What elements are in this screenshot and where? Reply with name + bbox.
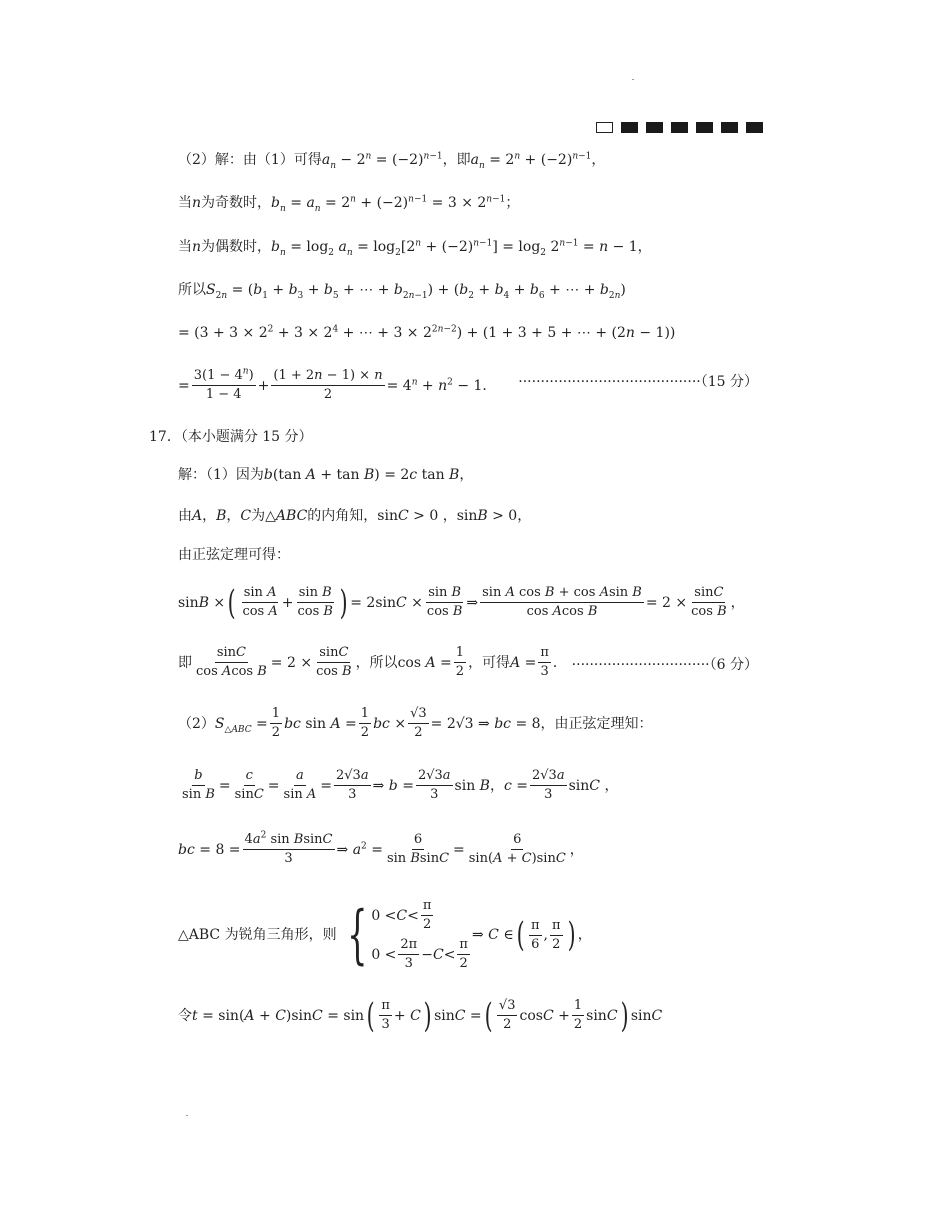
solution-line-6: = $\frac{3(1 - 4^n)}{1 - 4}$ + $\frac{(1 + 2n - 1) \times n}{2}$ = $4^n + n^2 - 1$． ·········································（15 分） xyxy=(178,366,758,402)
header-block-empty xyxy=(596,122,613,133)
document-page: （2）解：由（1）可得 $a_n - 2^n = (-2)^{n-1}$ ，即 $a_n = 2^n + (-2)^{n-1}$， 当 n 为奇数时， $b_n = a_n = 2^n + (-2)^{n-1} = 3 \times 2^{n-1}$； 当 n 为偶数时， $b_n = \log_2 a_n = \log_2[2^n + (-2)^{n-1}] = \log_2 2^{n-1} = n - 1$， 所以 $S_{2n} = (b_1 + b_3 + b_5$ + ⋯ + $b_{2n-1}) + (b_2 + b_4 + b_6$ + ⋯ + $b_{2n}$) = ($3 + 3 \times 2^2 + 3 \times 2^4$ + ⋯ + $3 \times 2^{2n-2}) + (1 + 3 + 5$ + ⋯ + (2n − 1)) = $\frac{3(1 - 4^n)}{1 - 4}$ + $\frac{(1 + 2n - 1) \times n}{2}$ = $4^n + n^2 - 1$． ·········································（15 分） 17．（本小题满分 15 分） 解：（1）因为 b(tan A + tan B) = 2c tan B， 由 A ， B ， C 为 △ABC 的内角知， sinC > 0 ，sinB > 0， 由正弦定理可得： sinB × ( $\frac{\text{sin A}}{\text{cos A}}$ + $\frac{\text{sin B}}{\text{cos B}}$ ) = 2sinC × $\frac{\text{sin B}}{\text{cos B}}$ ⇒ $\frac{\text{sin A cos B + cos Asin B}}{\text{cos Acos B}}$ = 2 × $\frac{\sin C}{\text{cos B}}$ ， 即 $\frac{\sin C}{\text{cos Acos B}}$ = 2 × $\frac{\sin C}{\text{cos B}}$ ，所以 cos A = $\frac{1}{2}$ ，可得 A = $\frac{\pi}{3}$ ． ·······························（6 分） （2） $S_{\triangle ABC}$ = $\frac{1}{2}$ bc sin A = $\frac{1}{2}$ bc × $\frac{√3}{2}$ = 2√3 ⇒ bc = 8 ，由正弦定理知： $\frac{b}{\text{sin B}}$ = $\frac{c}{\sin C}$ = $\frac{a}{\text{sin A}}$ = $\frac{2√3a}{3}$ ⇒ b = $\frac{2√3a}{3}$ sin B，c = $\frac{2√3a}{3}$ sinC ， bc = 8 = $\frac{4a^2 \sin BsinC}{3}$ ⇒ $a^2$ = $\frac{6}{\text{sin BsinC}}$ = $\frac{6}{\sin(A + C)\sin C}$ ， △ABC 为锐角三角形，则 { 0 < C < $\frac{\pi}{2}$ 0 < $\frac{2\pi}{3}$ − C < $\frac{\pi}{2}$ ⇒ C ∈ ( $\frac{\pi}{6}$ , $\frac{\pi}{2}$ ) ， 令 t = sin(A + C)sinC = sin ( $\frac{\pi}{3}$ + C ) sinC = ( $\frac{√3}{2}$ cosC + $\frac{1}{2}$ sinC ) sinC xyxy=(0,0,950,1230)
solution-line-12: 即 $\frac{\sin C}{\text{cos Acos B}}$ = 2 × $\frac{\sin C}{\text{cos B}}$ ，所以 cos A = $\frac{1}{2}$ ，可得 A = $\frac{\pi}{3}$ ． ·······························（6 分） xyxy=(178,645,758,679)
text: ，可得 xyxy=(468,654,511,671)
solution-line-16: △ABC 为锐角三角形，则 { 0 < C < $\frac{\pi}{2}$ 0 < $\frac{2\pi}{3}$ − C < $\frac{\pi}{2}$ ⇒ C ∈ ( $\frac{\pi}{6}$ , $\frac{\pi}{2}$ ) ， xyxy=(178,898,592,972)
text: 当 xyxy=(178,195,192,211)
solution-line-11: sinB × ( $\frac{\text{sin A}}{\text{cos A}}$ + $\frac{\text{sin B}}{\text{cos B}}$ ) = 2sinC × $\frac{\text{sin B}}{\text{cos B}}$ ⇒ $\frac{\text{sin A cos B + cos Asin B}}{\text{cos Acos B}}$ = 2 × $\frac{\sin C}{\text{cos B}}$ ， xyxy=(178,582,745,623)
header-block xyxy=(696,122,713,133)
text: 所以 xyxy=(178,282,206,298)
solution-line-15: bc = 8 = $\frac{4a^2 \sin BsinC}{3}$ ⇒ $a^2$ = $\frac{6}{\text{sin BsinC}}$ = $\frac{6}{\sin(A + C)\sin C}$ ， xyxy=(178,830,584,866)
header-block xyxy=(646,122,663,133)
header-block xyxy=(671,122,688,133)
text: 令 xyxy=(178,1007,192,1024)
text: ，由正弦定理知： xyxy=(540,715,653,732)
header-blocks xyxy=(596,122,763,133)
scan-dot xyxy=(632,79,634,80)
header-block xyxy=(746,122,763,133)
text: 的内角知， xyxy=(307,508,378,524)
text: 由 xyxy=(178,508,192,524)
text: （2） xyxy=(178,715,215,732)
text: 17．（本小题满分 15 分） xyxy=(149,429,313,445)
solution-line-13: （2） $S_{\triangle ABC}$ = $\frac{1}{2}$ bc sin A = $\frac{1}{2}$ bc × $\frac{√3}{2}$ = 2√3 ⇒ bc = 8 ，由正弦定理知： xyxy=(178,706,653,740)
text: 为偶数时， xyxy=(201,239,272,255)
score-6: ·······························（6 分） xyxy=(571,657,758,673)
solution-line-14: $\frac{b}{\text{sin B}}$ = $\frac{c}{\sin C}$ = $\frac{a}{\text{sin A}}$ = $\frac{2√3a}{3}$ ⇒ b = $\frac{2√3a}{3}$ sin B，c = $\frac{2√3a}{3}$ sinC ， xyxy=(182,768,619,802)
text: ，所以 xyxy=(355,654,398,671)
text: 当 xyxy=(178,239,192,255)
header-block xyxy=(621,122,638,133)
score-15: ·········································（15 分） xyxy=(518,374,758,390)
text: △ABC 为锐角三角形，则 xyxy=(178,927,337,943)
text: 为 xyxy=(251,508,266,524)
header-block xyxy=(721,122,738,133)
solution-line-17: 令 t = sin(A + C)sinC = sin ( $\frac{\pi}{3}$ + C ) sinC = ( $\frac{√3}{2}$ cosC + $\frac{1}{2}$ sinC ) sinC xyxy=(178,995,663,1036)
scan-dot xyxy=(186,1115,188,1116)
text: 解：（1）因为 xyxy=(178,467,264,483)
text: ，即 xyxy=(442,152,471,168)
text: 即 xyxy=(178,654,192,671)
text: （2）解：由（1）可得 xyxy=(178,152,322,168)
text: 为奇数时， xyxy=(201,195,272,211)
text: 由正弦定理可得： xyxy=(178,547,290,563)
